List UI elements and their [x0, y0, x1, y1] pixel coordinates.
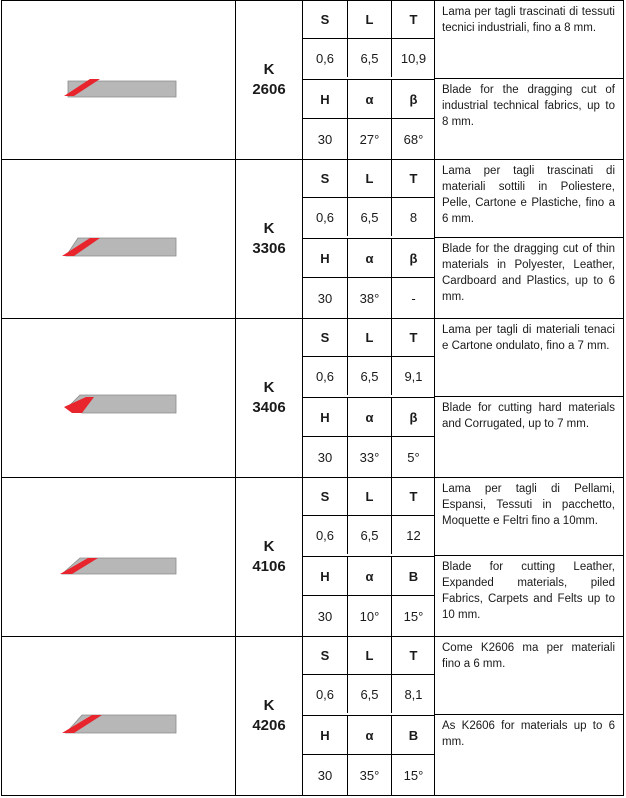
value-beta: 15°	[391, 596, 435, 637]
blade-code-number: 3406	[252, 399, 286, 416]
value-alpha: 27°	[347, 119, 391, 160]
parameter-grid	[302, 319, 434, 477]
italian-description	[435, 319, 623, 397]
header-s: S	[320, 12, 330, 27]
value-h: 30	[317, 450, 333, 465]
header-s: S	[320, 648, 330, 663]
description-cell	[434, 319, 624, 477]
value-h: 30	[317, 291, 333, 306]
english-description	[435, 238, 623, 319]
header-l: L	[347, 1, 391, 38]
header-alpha: α	[347, 239, 391, 277]
value-l: 6,5	[347, 675, 391, 713]
header-beta: β	[391, 80, 435, 118]
value-s: 0,6	[315, 368, 335, 384]
value-h: 30	[317, 132, 333, 147]
blade-image-cell	[1, 637, 235, 795]
italian-description	[435, 160, 623, 238]
value-beta: 15°	[391, 755, 435, 796]
header-beta: β	[391, 239, 435, 277]
table-row	[1, 318, 624, 477]
header-h: H	[320, 568, 330, 584]
blade-icon	[60, 387, 178, 417]
english-description	[435, 556, 623, 637]
value-beta: -	[391, 278, 435, 319]
blade-code-prefix: K	[263, 61, 275, 78]
value-l: 6,5	[347, 516, 391, 554]
italian-description	[435, 637, 623, 715]
value-h: 30	[317, 768, 333, 783]
header-alpha: α	[347, 80, 391, 118]
header-alpha: α	[347, 398, 391, 436]
blade-code-number: 4206	[252, 717, 286, 734]
italian-description	[435, 478, 623, 556]
value-s: 0,6	[315, 686, 335, 702]
blade-icon	[60, 228, 178, 258]
header-t: T	[391, 319, 435, 356]
blade-code-number: 2606	[252, 81, 286, 98]
header-l: L	[347, 637, 391, 674]
english-description	[435, 397, 623, 478]
header-alpha: α	[347, 716, 391, 754]
description-cell	[434, 160, 624, 318]
value-l: 6,5	[347, 357, 391, 395]
header-h: H	[320, 727, 330, 743]
table-row	[1, 159, 624, 318]
english-text: Blade for cutting hard materials and Corrugated, up to 7 mm.	[442, 402, 615, 430]
value-beta: 5°	[391, 437, 435, 478]
blade-code-prefix: K	[263, 697, 275, 714]
blade-code-number: 4106	[252, 558, 286, 575]
blade-code-number: 3306	[252, 240, 286, 257]
value-t: 8	[391, 198, 435, 236]
english-text: Blade for the dragging cut of thin materials in Polyester, Leather, Cardboard and Plastics, up to 6 mm.	[442, 243, 615, 303]
header-l: L	[347, 319, 391, 356]
italian-text: Lama per tagli di materiali tenaci e Cartone ondulato, fino a 7 mm.	[442, 324, 615, 352]
value-beta: 68°	[391, 119, 435, 160]
value-t: 8,1	[391, 675, 435, 713]
blade-image-cell	[1, 1, 235, 159]
value-l: 6,5	[347, 39, 391, 77]
header-t: T	[391, 478, 435, 515]
blade-catalog-table	[1, 0, 624, 797]
italian-description	[435, 1, 623, 79]
header-beta: β	[391, 398, 435, 436]
english-text: Blade for cutting Leather, Expanded materials, piled Fabrics, Carpets and Felts up to 10 mm.	[442, 561, 615, 621]
blade-image-cell	[1, 319, 235, 477]
blade-code-prefix: K	[263, 220, 275, 237]
header-beta: B	[391, 557, 435, 595]
value-t: 12	[391, 516, 435, 554]
header-t: T	[391, 637, 435, 674]
table-row	[1, 477, 624, 636]
value-t: 9,1	[391, 357, 435, 395]
description-cell	[434, 478, 624, 636]
italian-text: Lama per tagli trascinati di materiali sottili in Poliestere, Pelle, Cartone e Plastiche, fino a 6 mm.	[442, 165, 615, 225]
header-h: H	[320, 91, 330, 107]
blade-icon	[60, 705, 178, 735]
value-alpha: 35°	[347, 755, 391, 796]
blade-code	[235, 319, 302, 477]
value-s: 0,6	[315, 50, 335, 66]
blade-code	[235, 478, 302, 636]
blade-code-prefix: K	[263, 379, 275, 396]
italian-text: Lama per tagli di Pellami, Espansi, Tessuti in pacchetto, Moquette e Feltri fino a 10mm.	[442, 483, 615, 527]
value-alpha: 10°	[347, 596, 391, 637]
english-text: As K2606 for materials up to 6 mm.	[442, 720, 615, 748]
parameter-grid	[302, 478, 434, 636]
description-cell	[434, 637, 624, 795]
parameter-grid	[302, 637, 434, 795]
italian-text: Lama per tagli trascinati di tessuti tecnici industriali, fino a 8 mm.	[442, 6, 615, 34]
value-s: 0,6	[315, 209, 335, 225]
value-alpha: 38°	[347, 278, 391, 319]
english-text: Blade for the dragging cut of industrial technical fabrics, up to 8 mm.	[442, 84, 615, 128]
header-l: L	[347, 160, 391, 197]
header-t: T	[391, 1, 435, 38]
header-alpha: α	[347, 557, 391, 595]
parameter-grid	[302, 160, 434, 318]
header-beta: B	[391, 716, 435, 754]
blade-image-cell	[1, 478, 235, 636]
blade-image-cell	[1, 160, 235, 318]
header-l: L	[347, 478, 391, 515]
english-description	[435, 715, 623, 796]
value-l: 6,5	[347, 198, 391, 236]
table-row	[1, 636, 624, 796]
header-h: H	[320, 250, 330, 266]
header-s: S	[320, 330, 330, 345]
blade-icon	[60, 546, 178, 576]
english-description	[435, 79, 623, 160]
header-s: S	[320, 171, 330, 186]
header-s: S	[320, 489, 330, 504]
parameter-grid	[302, 1, 434, 159]
blade-code	[235, 1, 302, 159]
blade-icon	[60, 69, 178, 99]
value-s: 0,6	[315, 527, 335, 543]
blade-code	[235, 160, 302, 318]
value-t: 10,9	[391, 39, 435, 77]
header-t: T	[391, 160, 435, 197]
value-h: 30	[317, 609, 333, 624]
blade-code	[235, 637, 302, 795]
value-alpha: 33°	[347, 437, 391, 478]
table-row	[1, 0, 624, 159]
description-cell	[434, 1, 624, 159]
blade-code-prefix: K	[263, 538, 275, 555]
header-h: H	[320, 409, 330, 425]
italian-text: Come K2606 ma per materiali fino a 6 mm.	[442, 642, 615, 670]
